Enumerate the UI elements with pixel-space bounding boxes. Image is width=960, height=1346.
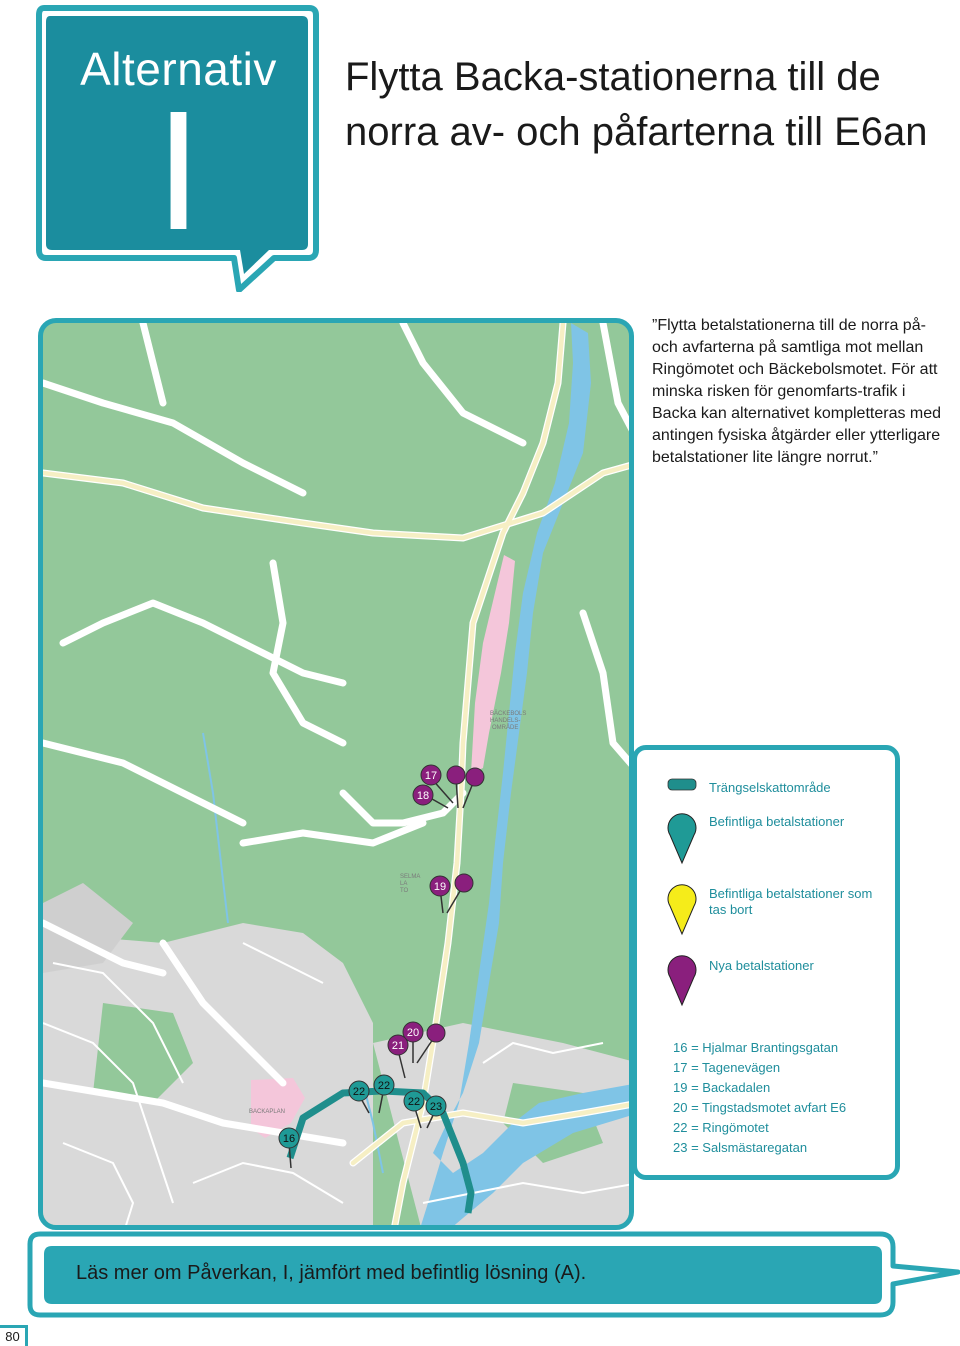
svg-text:22: 22 xyxy=(377,1080,391,1092)
svg-text:23: 23 xyxy=(429,1101,443,1113)
map xyxy=(38,318,634,1230)
station-key-item: 20 = Tingstadsmotet avfart E6 xyxy=(673,1100,847,1115)
removed-station-pin-icon xyxy=(665,884,699,936)
new-station-pin-icon xyxy=(665,955,699,1007)
map-label: BÄCKEBOLS xyxy=(490,711,527,717)
page-number: 80 xyxy=(0,1325,28,1346)
svg-text:19: 19 xyxy=(433,881,447,893)
station-key-item: 19 = Backadalen xyxy=(673,1080,771,1095)
svg-text:20: 20 xyxy=(406,1027,420,1039)
svg-text:22: 22 xyxy=(407,1096,421,1108)
map-label: SELMA xyxy=(400,874,421,880)
legend-label-new: Nya betalstationer xyxy=(709,958,814,973)
map-label: TO xyxy=(400,888,409,894)
station-key-item: 23 = Salsmästaregatan xyxy=(673,1140,808,1155)
urban-area xyxy=(43,923,373,1230)
station-pin-18 xyxy=(413,785,448,808)
page-title: Flytta Backa-stationerna till de norra av- och påfarterna till E6an xyxy=(345,55,928,154)
legend-label-removed: Befintliga betalstationer som tas bort xyxy=(709,886,873,917)
quote-text: ”Flytta betalstationerna till de norra på- och avfarterna på samtliga mot mellan Ringömotet och Bäckebolsmotet. För att minska risken för genomfarts-trafik i Backa kan alternativet kompletteras med antingen fysiska åtgärder eller ytterligare betalstationer lite längre norrut.” xyxy=(652,317,942,466)
alternative-label: Alternativ xyxy=(80,43,277,95)
footer-link-text[interactable]: Läs mer om Påverkan, I, jämfört med befintlig lösning (A). xyxy=(76,1262,587,1284)
congestion-zone-swatch xyxy=(667,778,697,792)
legend-label-existing: Befintliga betalstationer xyxy=(709,814,845,829)
station-key-item: 22 = Ringömotet xyxy=(673,1120,769,1135)
map-graphic xyxy=(43,323,634,1230)
station-key-item: 16 = Hjalmar Brantingsgatan xyxy=(673,1040,839,1055)
svg-text:16: 16 xyxy=(282,1133,296,1145)
svg-text:22: 22 xyxy=(352,1086,366,1098)
station-key-list xyxy=(673,1038,846,1158)
station-key-item: 17 = Tagenevägen xyxy=(673,1060,781,1075)
svg-text:18: 18 xyxy=(416,790,430,802)
map-label: BACKAPLAN xyxy=(249,1109,286,1115)
map-legend xyxy=(632,745,900,1180)
svg-text:21: 21 xyxy=(391,1040,405,1052)
alternative-number: I xyxy=(154,76,203,266)
map-label: LA xyxy=(400,881,408,887)
stream xyxy=(203,733,228,923)
svg-text:17: 17 xyxy=(424,770,438,782)
map-label: HANDELS- xyxy=(490,718,521,724)
legend-label-zone: Trängselskattområde xyxy=(709,780,831,795)
map-label: OMRÅDE xyxy=(492,725,519,731)
existing-station-pin-icon xyxy=(665,813,699,865)
